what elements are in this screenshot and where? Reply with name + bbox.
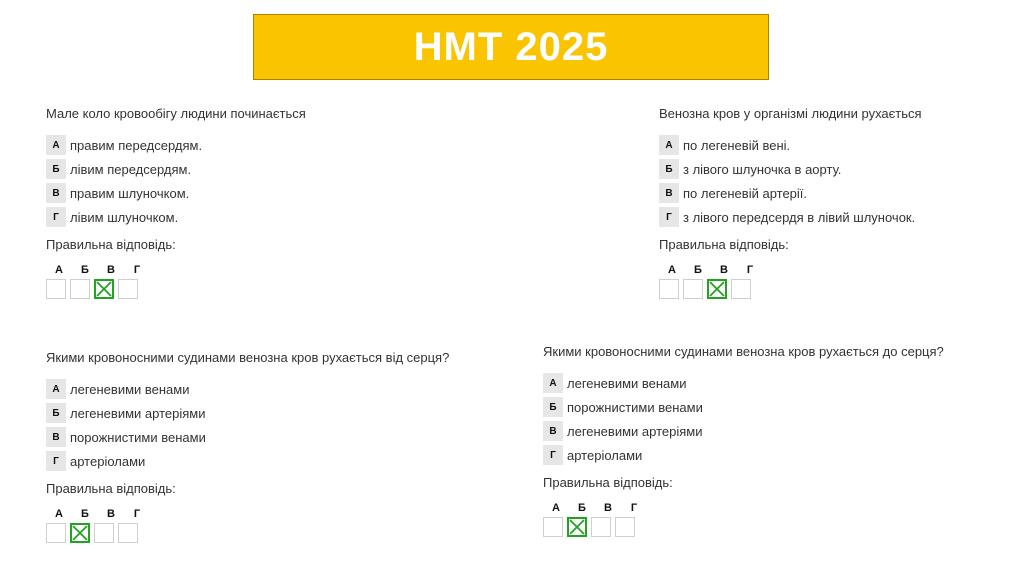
option-letter: А xyxy=(46,135,66,155)
cross-mark-icon xyxy=(569,519,585,535)
option-g[interactable] xyxy=(46,207,306,227)
option-letter: Г xyxy=(543,445,563,465)
option-letter: В xyxy=(46,183,66,203)
answer-grid xyxy=(46,264,306,299)
grid-letter: В xyxy=(107,264,115,276)
option-text: легеневими артеріями xyxy=(70,405,206,421)
answer-checkbox[interactable] xyxy=(591,517,611,537)
question-text: Венозна кров у організмі людини рухається xyxy=(659,106,922,121)
grid-letter: В xyxy=(720,264,728,276)
option-b[interactable] xyxy=(46,159,306,179)
grid-letter: В xyxy=(107,508,115,520)
answer-checkbox-checked[interactable] xyxy=(567,517,587,537)
question-2 xyxy=(659,106,922,299)
option-text: правим шлуночком. xyxy=(70,185,190,201)
option-a[interactable] xyxy=(46,135,306,155)
option-letter: Г xyxy=(46,207,66,227)
question-text: Мале коло кровообігу людини починається xyxy=(46,106,306,121)
options-list xyxy=(659,135,922,227)
grid-letter: Г xyxy=(133,264,141,276)
option-text: артеріолами xyxy=(70,453,146,469)
option-v[interactable] xyxy=(543,421,944,441)
option-text: лівим передсердям. xyxy=(70,161,192,177)
option-a[interactable] xyxy=(659,135,922,155)
option-letter: Г xyxy=(659,207,679,227)
grid-letter: А xyxy=(55,508,63,520)
option-text: легеневими артеріями xyxy=(567,423,703,439)
grid-letter: А xyxy=(55,264,63,276)
grid-letter: Б xyxy=(578,502,586,514)
option-text: по легеневій артерії. xyxy=(683,185,808,201)
option-letter: Б xyxy=(659,159,679,179)
grid-letter: Г xyxy=(746,264,754,276)
answer-checkbox-checked[interactable] xyxy=(707,279,727,299)
option-text: правим передсердям. xyxy=(70,137,203,153)
answer-checkbox[interactable] xyxy=(615,517,635,537)
question-4 xyxy=(543,344,944,537)
cross-mark-icon xyxy=(709,281,725,297)
option-b[interactable] xyxy=(659,159,922,179)
answer-checkbox[interactable] xyxy=(683,279,703,299)
option-letter: В xyxy=(543,421,563,441)
option-text: порожнистими венами xyxy=(70,429,206,445)
answer-checkbox[interactable] xyxy=(118,279,138,299)
question-1 xyxy=(46,106,306,299)
option-b[interactable] xyxy=(543,397,944,417)
grid-letter: Б xyxy=(81,508,89,520)
answer-grid xyxy=(659,264,922,299)
answer-checkbox[interactable] xyxy=(46,279,66,299)
option-g[interactable] xyxy=(659,207,922,227)
answer-checkbox[interactable] xyxy=(46,523,66,543)
grid-letter: А xyxy=(668,264,676,276)
options-list xyxy=(543,373,944,465)
answer-checkbox[interactable] xyxy=(118,523,138,543)
option-text: по легеневій вені. xyxy=(683,137,791,153)
option-v[interactable] xyxy=(46,183,306,203)
answer-checkbox-checked[interactable] xyxy=(70,523,90,543)
option-letter: Б xyxy=(46,159,66,179)
option-text: лівим шлуночком. xyxy=(70,209,179,225)
option-text: легеневими венами xyxy=(567,375,687,391)
answer-label: Правильна відповідь: xyxy=(46,237,176,252)
answer-checkbox[interactable] xyxy=(659,279,679,299)
option-letter: В xyxy=(46,427,66,447)
option-letter: Б xyxy=(543,397,563,417)
option-text: легеневими венами xyxy=(70,381,190,397)
option-text: з лівого передсердя в лівий шлуночок. xyxy=(683,209,916,225)
option-v[interactable] xyxy=(46,427,449,447)
option-letter: А xyxy=(46,379,66,399)
answer-checkbox[interactable] xyxy=(94,523,114,543)
answer-checkbox[interactable] xyxy=(543,517,563,537)
answer-checkbox[interactable] xyxy=(70,279,90,299)
grid-letter: Г xyxy=(133,508,141,520)
question-3 xyxy=(46,350,449,543)
option-v[interactable] xyxy=(659,183,922,203)
answer-label: Правильна відповідь: xyxy=(543,475,673,490)
answer-grid xyxy=(543,502,944,537)
grid-letter: В xyxy=(604,502,612,514)
cross-mark-icon xyxy=(96,281,112,297)
options-list xyxy=(46,379,449,471)
page-title: НМТ 2025 xyxy=(413,24,609,69)
option-letter: Б xyxy=(46,403,66,423)
option-text: порожнистими венами xyxy=(567,399,703,415)
option-letter: А xyxy=(659,135,679,155)
option-g[interactable] xyxy=(543,445,944,465)
option-a[interactable] xyxy=(46,379,449,399)
answer-checkbox-checked[interactable] xyxy=(94,279,114,299)
answer-label: Правильна відповідь: xyxy=(659,237,789,252)
title-banner xyxy=(253,14,769,80)
option-g[interactable] xyxy=(46,451,449,471)
option-letter: Г xyxy=(46,451,66,471)
grid-letter: Г xyxy=(630,502,638,514)
answer-checkbox[interactable] xyxy=(731,279,751,299)
options-list xyxy=(46,135,306,227)
cross-mark-icon xyxy=(72,525,88,541)
question-text: Якими кровоносними судинами венозна кров рухається до серця? xyxy=(543,344,944,359)
grid-letter: Б xyxy=(81,264,89,276)
grid-letter: А xyxy=(552,502,560,514)
answer-grid xyxy=(46,508,449,543)
option-text: артеріолами xyxy=(567,447,643,463)
answer-label: Правильна відповідь: xyxy=(46,481,176,496)
option-text: з лівого шлуночка в аорту. xyxy=(683,161,842,177)
option-letter: А xyxy=(543,373,563,393)
option-letter: В xyxy=(659,183,679,203)
grid-letter: Б xyxy=(694,264,702,276)
option-b[interactable] xyxy=(46,403,449,423)
option-a[interactable] xyxy=(543,373,944,393)
question-text: Якими кровоносними судинами венозна кров рухається від серця? xyxy=(46,350,450,365)
